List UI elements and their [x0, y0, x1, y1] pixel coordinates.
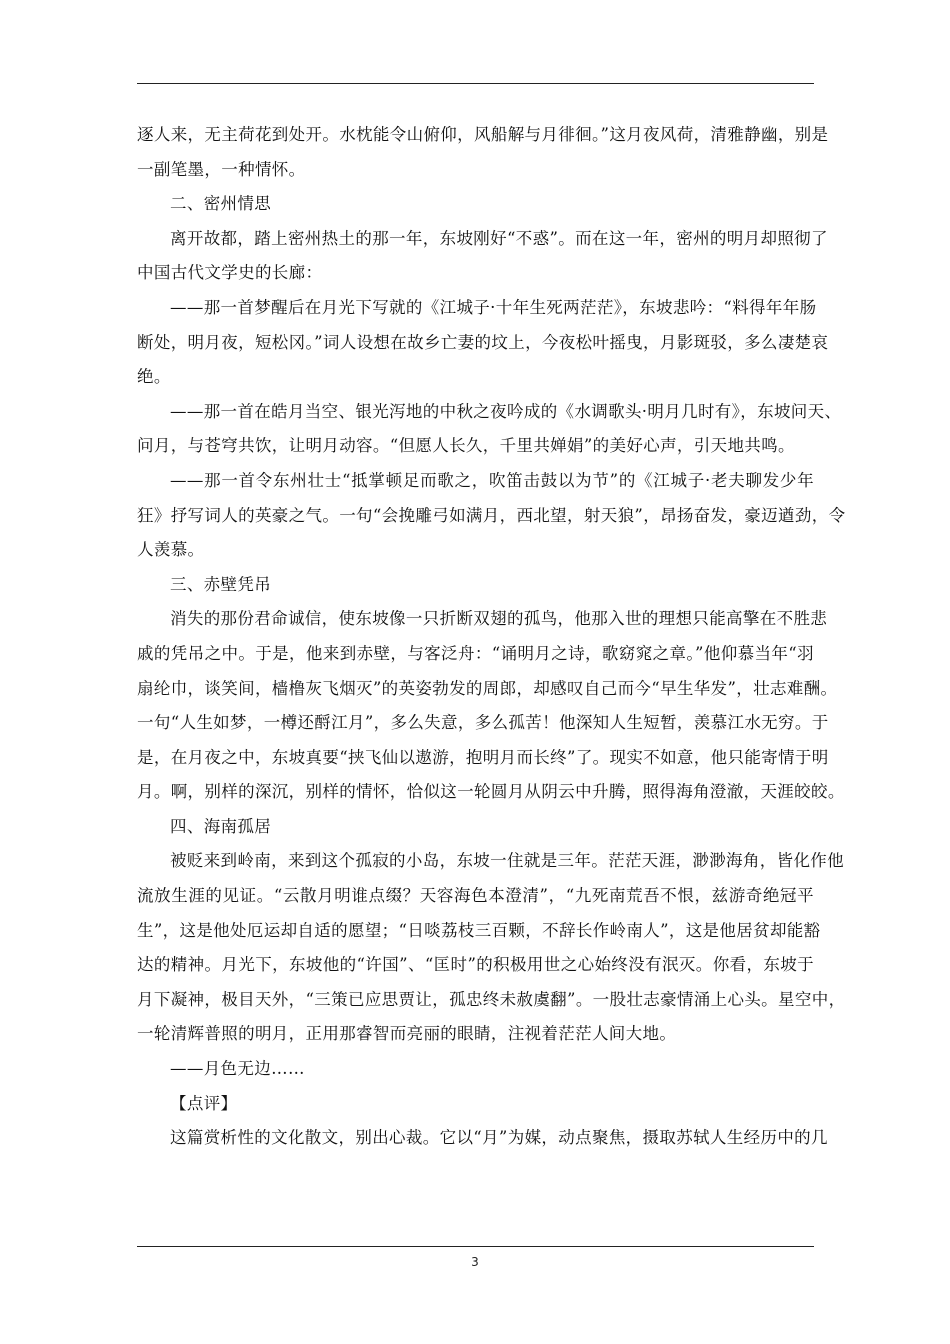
text-line: 流放生涯的见证。“云散月明谁点缀？天容海色本澄清”，“九死南荒吾不恨，兹游奇绝冠平	[137, 886, 814, 906]
text-line: 月。啊，别样的深沉，别样的情怀，恰似这一轮圆月从阴云中升腾，照得海角澄澈，天涯皎皎。	[137, 782, 845, 802]
text-line: 绝。	[137, 367, 171, 387]
page-number: 3	[471, 1255, 479, 1269]
text-line: 四、海南孤居	[170, 816, 272, 836]
text-line: 【点评】	[170, 1093, 238, 1113]
text-line: 三、赤壁凭吊	[170, 574, 272, 594]
text-line: ——那一首令东州壮士“抵掌顿足而歌之，吹笛击鼓以为节”的《江城子·老夫聊发少年	[170, 470, 814, 490]
text-line: 扇纶巾，谈笑间，樯橹灰飞烟灭”的英姿勃发的周郎，却感叹自己而今“早生华发”，壮志难酬。	[137, 678, 838, 698]
text-line: 问月，与苍穹共饮，让明月动容。“但愿人长久，千里共婵娟”的美好心声，引天地共鸣。	[137, 436, 795, 456]
text-line: ——那一首在皓月当空、银光泻地的中秋之夜吟成的《水调歌头·明月几时有》，东坡问天、	[170, 401, 842, 421]
text-line: 月下凝神，极目天外，“三策已应思贾让，孤忠终未赦虞翻”。一股壮志豪情涌上心头。星空中，	[137, 989, 846, 1009]
text-line: 达的精神。月光下，东坡他的“许国”、“匡时”的积极用世之心始终没有泯灭。你看，东坡于	[137, 955, 814, 975]
text-line: 消失的那份君命诚信，使东坡像一只折断双翅的孤鸟，他那入世的理想只能高擎在不胜悲	[170, 609, 828, 629]
text-line: 一轮清辉普照的明月，正用那睿智而亮丽的眼睛，注视着茫茫人间大地。	[137, 1024, 677, 1044]
header-rule	[137, 83, 814, 84]
text-line: 人羡慕。	[137, 540, 205, 560]
footer-rule	[137, 1246, 814, 1247]
text-line: 生”，这是他处厄运却自适的愿望；“日啖荔枝三百颗，不辞长作岭南人”，这是他居贫却能豁	[137, 920, 821, 940]
text-line: ——月色无边……	[170, 1059, 305, 1079]
text-line: 断处，明月夜，短松冈。”词人设想在故乡亡妻的坟上，今夜松叶摇曳，月影斑驳，多么凄楚哀	[137, 332, 829, 352]
text-line: 这篇赏析性的文化散文，别出心裁。它以“月”为媒，动点聚焦，摄取苏轼人生经历中的几	[170, 1128, 828, 1148]
text-line: 一句“人生如梦，一樽还酹江月”，多么失意，多么孤苦！他深知人生短暂，羡慕江水无穷。于	[137, 713, 829, 733]
text-line: 是，在月夜之中，东坡真要“挟飞仙以遨游，抱明月而长终”了。现实不如意，他只能寄情于明	[137, 747, 829, 767]
text-line: 逐人来，无主荷花到处开。水枕能令山俯仰，风船解与月徘徊。”这月夜风荷，清雅静幽，别是	[137, 125, 829, 144]
text-line: 戚的凭吊之中。于是，他来到赤壁，与客泛舟：“诵明月之诗，歌窈窕之章。”他仰慕当年“羽	[137, 643, 814, 663]
text-line: 狂》抒写词人的英豪之气。一句“会挽雕弓如满月，西北望，射天狼”，昂扬奋发，豪迈遒劲，令	[137, 505, 846, 525]
text-line: 中国古代文学史的长廊：	[137, 263, 323, 283]
text-line: 被贬来到岭南，来到这个孤寂的小岛，东坡一住就是三年。茫茫天涯，渺渺海角，皆化作他	[170, 851, 844, 871]
text-line: 离开故都，踏上密州热土的那一年，东坡刚好“不惑”。而在这一年，密州的明月却照彻了	[170, 228, 828, 248]
text-line: 二、密州情思	[170, 194, 272, 214]
article-body	[137, 118, 846, 1156]
text-line: 一副笔墨，一种情怀。	[137, 159, 306, 179]
text-line: ——那一首梦醒后在月光下写就的《江城子·十年生死两茫茫》，东坡悲吟：“料得年年肠	[170, 297, 817, 317]
